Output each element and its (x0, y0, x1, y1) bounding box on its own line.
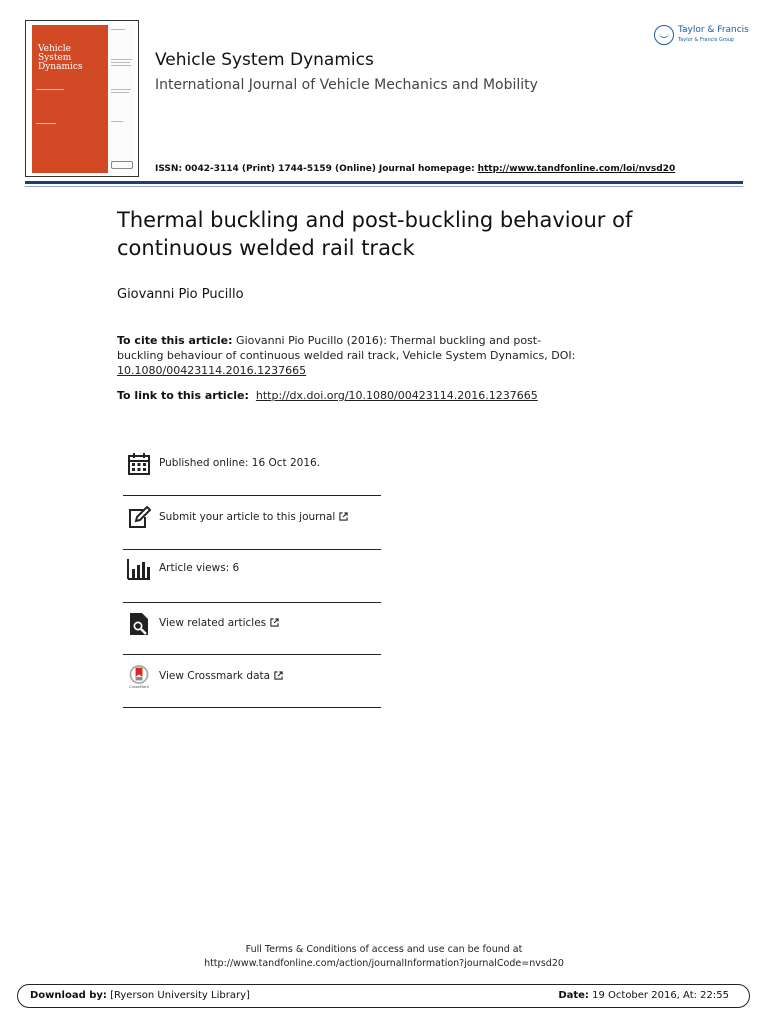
external-link-icon (339, 512, 348, 521)
external-link-icon (274, 671, 283, 680)
related-articles-link[interactable]: View related articles (159, 617, 279, 629)
external-link-icon (270, 618, 279, 627)
info-divider (123, 602, 381, 603)
terms-url[interactable]: http://www.tandfonline.com/action/journalInformation?journalCode=nvsd20 (204, 958, 564, 969)
cover-title: Vehicle System Dynamics (38, 44, 83, 72)
published-online-row (123, 444, 381, 484)
crossmark-icon (127, 665, 151, 689)
edit-icon (127, 506, 151, 530)
article-views-row (123, 549, 381, 589)
cover-side-panel (108, 25, 135, 173)
publisher-logo[interactable] (654, 22, 749, 48)
cover-publisher-logo (111, 161, 133, 169)
publisher-logo-icon (654, 25, 674, 45)
article-title: Thermal buckling and post-buckling behaviour of continuous welded rail track (117, 208, 633, 260)
issn-line: ISSN: 0042-3114 (Print) 1744-5159 (Online) Journal homepage: http://www.tandfonline.com/loi/nvsd20 (155, 164, 676, 174)
download-by: Download by: [Ryerson University Library] (30, 990, 250, 1001)
journal-homepage-link[interactable]: http://www.tandfonline.com/loi/nvsd20 (477, 164, 676, 174)
calendar-icon (127, 452, 151, 476)
publisher-group: Taylor & Francis Group (678, 37, 735, 43)
header-rule-thin (25, 186, 743, 187)
info-divider (123, 707, 381, 708)
citation-text: Giovanni Pio Pucillo (2016): Thermal buckling and post-buckling behaviour of continuous welded rail track, Vehicle System Dynamics, DOI: (117, 334, 576, 362)
article-doi-url[interactable]: http://dx.doi.org/10.1080/00423114.2016.1237665 (255, 389, 538, 402)
info-divider (123, 654, 381, 655)
citation-doi-link[interactable]: 10.1080/00423114.2016.1237665 (117, 364, 307, 377)
search-document-icon (127, 612, 151, 636)
bar-chart-icon (127, 557, 151, 581)
article-link-line (117, 389, 538, 402)
crossmark-row[interactable] (123, 657, 381, 697)
cover-red-panel (32, 25, 108, 173)
terms-notice (0, 943, 768, 971)
article-link-label: To link to this article: (117, 389, 249, 402)
published-online-text: Published online: 16 Oct 2016. (159, 457, 321, 469)
article-views-text: Article views: 6 (159, 562, 240, 574)
crossmark-caption: CrossMark (128, 684, 150, 689)
citation-label: To cite this article: (117, 334, 233, 347)
download-date: Date: 19 October 2016, At: 22:55 (558, 990, 729, 1001)
article-author: Giovanni Pio Pucillo (117, 287, 244, 302)
submit-article-link[interactable]: Submit your article to this journal (159, 511, 348, 523)
journal-subtitle: International Journal of Vehicle Mechanics and Mobility (155, 77, 538, 93)
publisher-name: Taylor & Francis (678, 25, 749, 35)
submit-article-row[interactable] (123, 498, 381, 538)
journal-cover-thumbnail (25, 20, 139, 177)
info-divider (123, 495, 381, 496)
related-articles-row[interactable] (123, 604, 381, 644)
journal-title[interactable]: Vehicle System Dynamics (155, 50, 374, 70)
crossmark-link[interactable]: View Crossmark data (159, 670, 283, 682)
download-bar (17, 984, 750, 1008)
terms-line: Full Terms & Conditions of access and use can be found at (245, 944, 523, 955)
header-rule (25, 181, 743, 184)
citation-block (117, 333, 587, 378)
